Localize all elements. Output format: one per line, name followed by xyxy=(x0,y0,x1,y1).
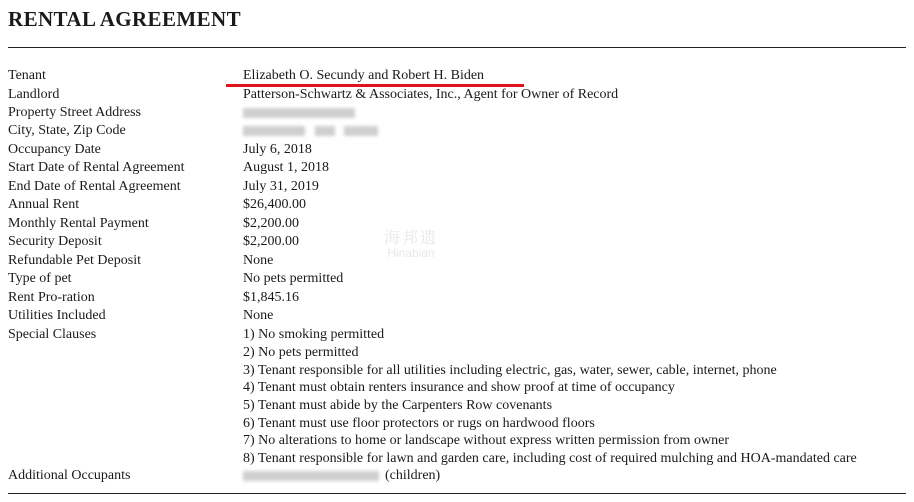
field-label: Special Clauses xyxy=(8,327,97,342)
occupants-suffix: (children) xyxy=(385,468,441,483)
document-title: RENTAL AGREEMENT xyxy=(8,7,241,31)
redaction-blur xyxy=(243,108,355,118)
redaction-blur xyxy=(243,126,305,136)
field-value: July 6, 2018 xyxy=(243,142,312,157)
watermark-logo-glyphs: 海邦遗 xyxy=(384,230,439,247)
special-clause-item: 5) Tenant must abide by the Carpenters Row covenants xyxy=(243,398,553,413)
field-label: Monthly Rental Payment xyxy=(8,216,149,231)
field-label: Refundable Pet Deposit xyxy=(8,253,141,268)
field-value: Patterson-Schwartz & Associates, Inc., Agent for Owner of Record xyxy=(243,87,619,102)
special-clause-item: 1) No smoking permitted xyxy=(243,327,385,342)
special-clause-item: 3) Tenant responsible for all utilities including electric, gas, water, sewer, cable, internet, phone xyxy=(243,363,777,378)
field-label: Occupancy Date xyxy=(8,142,101,157)
special-clause-item: 4) Tenant must obtain renters insurance and show proof at time of occupancy xyxy=(243,380,675,395)
redaction-blur xyxy=(243,471,379,481)
special-clause-item: 7) No alterations to home or landscape without express written permission from owner xyxy=(243,433,729,448)
field-label: End Date of Rental Agreement xyxy=(8,179,181,194)
field-value: $26,400.00 xyxy=(243,197,306,212)
redaction-blur xyxy=(344,126,378,136)
redacted-value xyxy=(243,122,384,140)
field-value: $2,200.00 xyxy=(243,234,299,249)
watermark-brand: Hinabian xyxy=(387,246,435,260)
top-divider xyxy=(8,47,906,48)
watermark xyxy=(384,232,438,260)
field-label: Annual Rent xyxy=(8,197,80,212)
field-label: Rent Pro-ration xyxy=(8,290,95,305)
field-label: Start Date of Rental Agreement xyxy=(8,160,185,175)
field-value: August 1, 2018 xyxy=(243,160,329,175)
field-value: None xyxy=(243,308,274,323)
redacted-value xyxy=(243,104,361,122)
field-value: July 31, 2019 xyxy=(243,179,319,194)
field-label: Property Street Address xyxy=(8,105,141,120)
field-label: Tenant xyxy=(8,68,46,83)
special-clause-item: 2) No pets permitted xyxy=(243,345,359,360)
field-label: Landlord xyxy=(8,87,60,102)
field-value: $2,200.00 xyxy=(243,216,299,231)
field-label: City, State, Zip Code xyxy=(8,123,126,138)
field-value: $1,845.16 xyxy=(243,290,299,305)
special-clause-item: 6) Tenant must use floor protectors or rugs on hardwood floors xyxy=(243,416,595,431)
bottom-divider xyxy=(8,493,906,494)
field-value: None xyxy=(243,253,274,268)
field-label: Type of pet xyxy=(8,271,72,286)
field-label: Security Deposit xyxy=(8,234,102,249)
field-label: Utilities Included xyxy=(8,308,106,323)
field-value: Elizabeth O. Secundy and Robert H. Biden xyxy=(243,68,485,83)
field-value: No pets permitted xyxy=(243,271,344,286)
redaction-blur xyxy=(315,126,335,136)
redacted-value xyxy=(243,467,440,485)
special-clause-item: 8) Tenant responsible for lawn and garden care, including cost of required mulching and HOA-mandated care xyxy=(243,451,857,466)
field-label: Additional Occupants xyxy=(8,468,131,483)
